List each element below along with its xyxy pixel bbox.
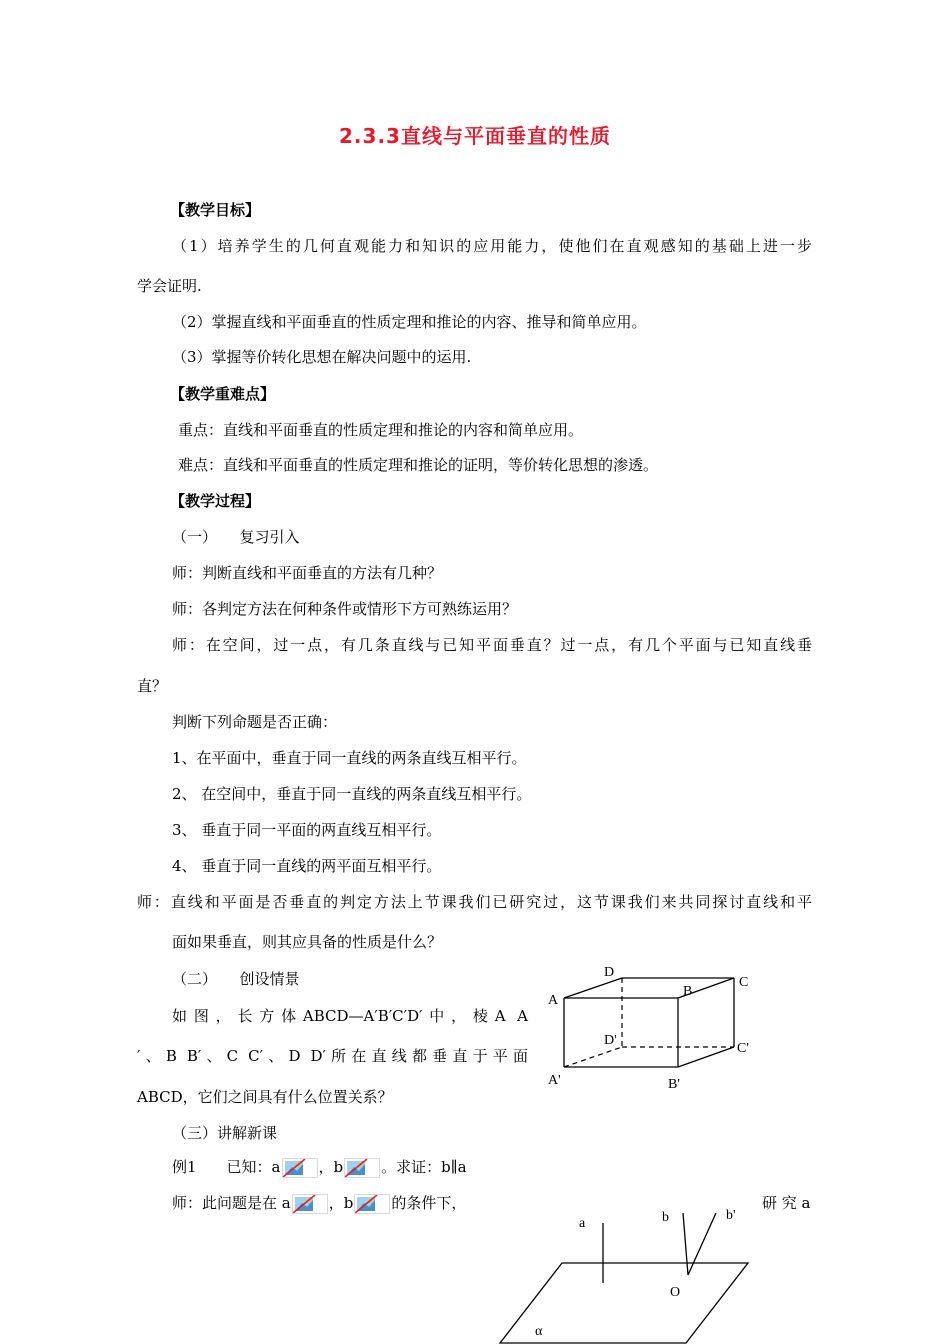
label-b: B — [683, 984, 693, 999]
line-b — [683, 1213, 688, 1275]
difficult-point: 难点：直线和平面垂直的性质定理和推论的证明，等价转化思想的渗透。 — [178, 456, 659, 474]
situation-line-3: ABCD，它们之间具有什么位置关系？ — [137, 1088, 393, 1106]
teacher-transition-line-1: 师：直线和平面是否垂直的判定方法上节课我们已研究过，这节课我们来共同探讨直线和平 — [137, 893, 812, 911]
page-title: 2.3.3直线与平面垂直的性质 — [339, 124, 611, 148]
key-point: 重点：直线和平面垂直的性质定理和推论的内容和简单应用。 — [178, 421, 584, 439]
judge-intro: 判断下列命题是否正确： — [172, 713, 338, 731]
research-line — [172, 1193, 466, 1214]
line-b-prime — [688, 1213, 716, 1275]
research-prefix: 师：此问题是在 a — [172, 1194, 291, 1212]
cuboid-figure — [540, 960, 770, 1100]
example-mid: ，b — [318, 1158, 344, 1176]
label-c: C — [739, 975, 749, 990]
label-b-prime: B' — [668, 1077, 680, 1092]
label-line-b-prime: b' — [726, 1208, 736, 1223]
objective-3: （3）掌握等价转化思想在解决问题中的运用. — [172, 348, 472, 366]
research-mid: ，b — [328, 1194, 354, 1212]
section-1-heading: （一） 复习引入 — [172, 528, 300, 546]
judge-item-4: 4、 垂直于同一直线的两平面互相平行。 — [172, 857, 442, 875]
objective-2: （2）掌握直线和平面垂直的性质定理和推论的内容、推导和简单应用。 — [172, 313, 647, 331]
situation-line-1: 如图，长方体ABCD—A′B′C′D′中，棱A A — [172, 1007, 528, 1025]
question-2: 师：各判定方法在何种条件或情形下方可熟练运用？ — [172, 600, 518, 618]
label-a: A — [548, 993, 559, 1008]
label-a-prime: A' — [548, 1073, 561, 1088]
label-point-o: O — [670, 1285, 681, 1300]
cuboid-edge — [564, 978, 622, 998]
judge-item-2: 2、 在空间中，垂直于同一直线的两条直线互相平行。 — [172, 785, 532, 803]
research-right: 研 究 a — [762, 1194, 811, 1212]
objective-1-line-1: （1）培养学生的几何直观能力和知识的应用能力，使他们在直观感知的基础上进一步 — [172, 237, 812, 255]
judge-item-1: 1、在平面中，垂直于同一直线的两条直线互相平行。 — [172, 749, 527, 767]
label-plane-alpha: α — [535, 1324, 543, 1339]
example-prefix: 例1 已知：a — [172, 1158, 281, 1176]
research-suffix: 的条件下， — [391, 1194, 467, 1212]
section-3-heading: （三）讲解新课 — [172, 1124, 278, 1142]
cuboid-edge — [678, 1047, 734, 1067]
label-line-b: b — [662, 1210, 669, 1225]
question-3-line-1: 师：在空间，过一点，有几条直线与已知平面垂直？过一点，有几个平面与已知直线垂 — [172, 636, 812, 654]
label-d: D — [604, 965, 615, 980]
keypoints-heading: 【教学重难点】 — [170, 385, 276, 403]
label-c-prime: C' — [737, 1041, 749, 1056]
objective-1-line-2: 学会证明. — [137, 277, 202, 295]
plane-figure — [490, 1195, 760, 1344]
formula-image-icon — [354, 1194, 390, 1214]
example-1 — [172, 1157, 467, 1178]
objectives-heading: 【教学目标】 — [170, 201, 261, 219]
example-suffix: 。求证：b∥a — [381, 1158, 467, 1176]
cuboid-hidden-edge — [564, 1047, 622, 1067]
question-3-line-2: 直？ — [137, 677, 168, 695]
section-2-heading: （二） 创设情景 — [172, 970, 300, 988]
question-1: 师：判断直线和平面垂直的方法有几种？ — [172, 564, 443, 582]
formula-image-icon — [292, 1194, 328, 1214]
formula-image-icon — [344, 1158, 380, 1178]
process-heading: 【教学过程】 — [170, 492, 261, 510]
teacher-transition-line-2: 面如果垂直，则其应具备的性质是什么？ — [172, 933, 443, 951]
label-d-prime: D' — [604, 1033, 617, 1048]
label-line-a: a — [579, 1216, 586, 1231]
judge-item-3: 3、 垂直于同一平面的两直线互相平行。 — [172, 821, 442, 839]
situation-line-2: ′、B B′、C C′、D D′所在直线都垂直于平面 — [137, 1047, 528, 1065]
formula-image-icon — [282, 1158, 318, 1178]
